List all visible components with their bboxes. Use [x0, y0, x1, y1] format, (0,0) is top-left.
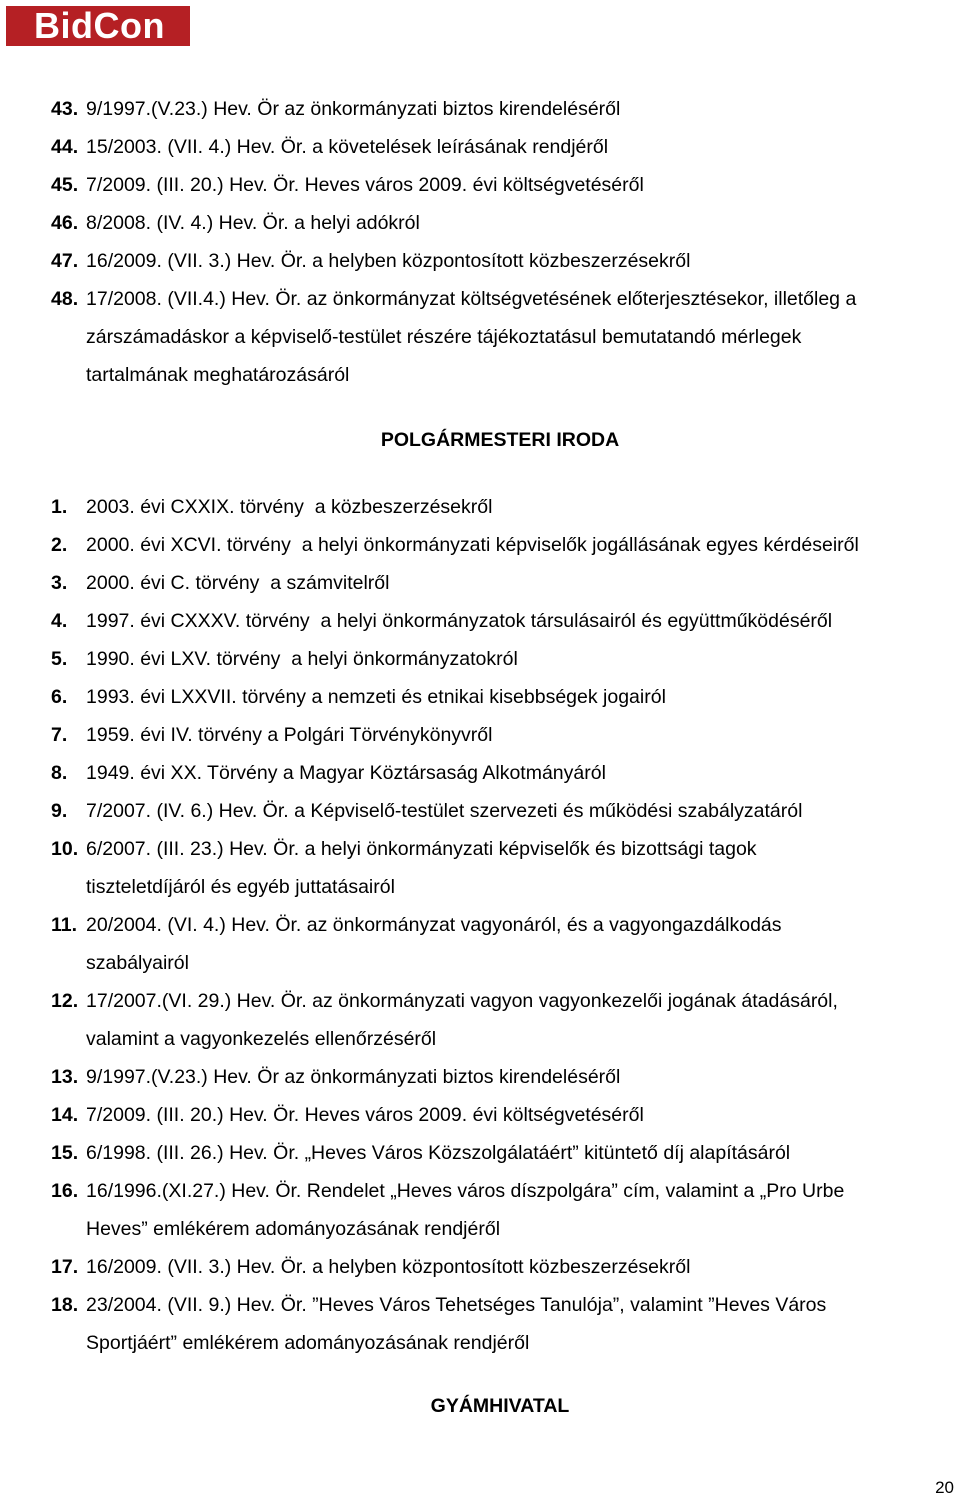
list-item-text: 8/2008. (IV. 4.) Hev. Ör. a helyi adókról: [86, 212, 420, 234]
list-item-text: 9/1997.(V.23.) Hev. Ör az önkormányzati biztos kirendeléséről: [86, 1066, 621, 1088]
list-item-number: 8.: [51, 762, 68, 784]
list-item-number: 5.: [51, 648, 68, 670]
list-item-text: tartalmának meghatározásáról: [86, 364, 350, 386]
list-item-number: 9.: [51, 800, 68, 822]
list-item-text: 23/2004. (VII. 9.) Hev. Ör. ”Heves Város Tehetséges Tanulója”, valamint ”Heves Város: [86, 1294, 827, 1316]
list-item-number: 13.: [51, 1066, 79, 1088]
list-item-text: 1949. évi XX. Törvény a Magyar Köztársaság Alkotmányáról: [86, 762, 606, 784]
list-item-number: 10.: [51, 838, 79, 860]
list-item-text: 1997. évi CXXXV. törvény a helyi önkormányzatok társulásairól és együttműködéséről: [86, 610, 833, 632]
list-item-number: 44.: [51, 136, 79, 158]
list-item-number: 14.: [51, 1104, 79, 1126]
list-item: [51, 716, 956, 754]
list-item-number: 17.: [51, 1256, 79, 1278]
list-item-number: 4.: [51, 610, 68, 632]
list-item-text: 2003. évi CXXIX. törvény a közbeszerzésekről: [86, 496, 493, 518]
list-item-number: 45.: [51, 174, 79, 196]
list-item-number: 6.: [51, 686, 68, 708]
list-item-text: 17/2007.(VI. 29.) Hev. Ör. az önkormányzati vagyon vagyonkezelői jogának átadásáról,: [86, 990, 838, 1012]
list-item: [51, 1172, 956, 1248]
list-item: [51, 792, 956, 830]
list-item: [51, 526, 956, 564]
list-item-text: 1993. évi LXXVII. törvény a nemzeti és etnikai kisebbségek jogairól: [86, 686, 666, 708]
list-item-text: 7/2007. (IV. 6.) Hev. Ör. a Képviselő-testület szervezeti és működési szabályzatáról: [86, 800, 803, 822]
list-item: [51, 128, 956, 166]
list-item-text: Heves” emlékérem adományozásának rendjéről: [86, 1218, 501, 1240]
list-item: [51, 830, 956, 906]
list-item-text: 15/2003. (VII. 4.) Hev. Ör. a követelések leírásának rendjéről: [86, 136, 609, 158]
list-item-text: 17/2008. (VII.4.) Hev. Ör. az önkormányzat költségvetésének előterjesztésekor, illetőleg a: [86, 288, 857, 310]
list-item-number: 12.: [51, 990, 79, 1012]
list-item: [51, 1058, 956, 1096]
list-item: [51, 1134, 956, 1172]
list-item-text: 6/1998. (III. 26.) Hev. Ör. „Heves Város Közszolgálatáért” kitüntető díj alapításáról: [86, 1142, 791, 1164]
list-item: [51, 640, 956, 678]
list-item: [51, 166, 956, 204]
list-item-text: 16/2009. (VII. 3.) Hev. Ör. a helyben központosított közbeszerzésekről: [86, 250, 691, 272]
list-item-text: 7/2009. (III. 20.) Hev. Ör. Heves város 2009. évi költségvetéséről: [86, 1104, 644, 1126]
list-item-text: Sportjáért” emlékérem adományozásának rendjéről: [86, 1332, 530, 1354]
list-item-number: 47.: [51, 250, 79, 272]
list-item: [51, 1286, 956, 1362]
list-item: [51, 678, 956, 716]
list-item-text: szabályairól: [86, 952, 189, 974]
list-item: [51, 602, 956, 640]
list-item-text: tiszteletdíjáról és egyéb juttatásairól: [86, 876, 395, 898]
list-item-text: 7/2009. (III. 20.) Hev. Ör. Heves város 2009. évi költségvetéséről: [86, 174, 644, 196]
list-item-text: 1959. évi IV. törvény a Polgári Törvénykönyvről: [86, 724, 493, 746]
list-item-text: valamint a vagyonkezelés ellenőrzéséről: [86, 1028, 437, 1050]
list-item-number: 2.: [51, 534, 68, 556]
list-item-text: 2000. évi C. törvény a számvitelről: [86, 572, 390, 594]
bidcon-logo: BidCon: [6, 6, 190, 46]
section-heading-polgarmesteri-iroda: POLGÁRMESTERI IRODA: [380, 429, 620, 451]
list-item-number: 18.: [51, 1294, 79, 1316]
list-item: [51, 754, 956, 792]
list-item-number: 15.: [51, 1142, 79, 1164]
list-item: [51, 242, 956, 280]
list-item: [51, 906, 956, 982]
list-item-text: 16/2009. (VII. 3.) Hev. Ör. a helyben központosított közbeszerzésekről: [86, 1256, 691, 1278]
list-item: [51, 564, 956, 602]
list-item: [51, 488, 956, 526]
list-item-number: 11.: [51, 914, 78, 936]
list-item-text: 6/2007. (III. 23.) Hev. Ör. a helyi önkormányzati képviselők és bizottsági tagok: [86, 838, 757, 860]
list-item-text: 20/2004. (VI. 4.) Hev. Ör. az önkormányzat vagyonáról, és a vagyongazdálkodás: [86, 914, 782, 936]
list-item-number: 7.: [51, 724, 68, 746]
list-item-number: 48.: [51, 288, 79, 310]
page-number: 20: [935, 1478, 954, 1497]
section-heading-gyamhivatal: GYÁMHIVATAL: [430, 1395, 570, 1417]
list-item-number: 16.: [51, 1180, 79, 1202]
list-item: [51, 280, 956, 394]
list-item-number: 1.: [51, 496, 68, 518]
list-item-text: 1990. évi LXV. törvény a helyi önkormányzatokról: [86, 648, 518, 670]
list-item: [51, 1096, 956, 1134]
list-item: [51, 982, 956, 1058]
list-item-number: 43.: [51, 98, 79, 120]
list-item: [51, 204, 956, 242]
list-item-number: 3.: [51, 572, 68, 594]
list-item-text: 2000. évi XCVI. törvény a helyi önkormányzati képviselők jogállásának egyes kérdéseiről: [86, 534, 859, 556]
list-item: [51, 90, 956, 128]
list-item-number: 46.: [51, 212, 79, 234]
list-item-text: 16/1996.(XI.27.) Hev. Ör. Rendelet „Heves város díszpolgára” cím, valamint a „Pro Urbe: [86, 1180, 845, 1202]
list-item-text: zárszámadáskor a képviselő-testület részére tájékoztatásul bemutatandó mérlegek: [86, 326, 802, 348]
list-item: [51, 1248, 956, 1286]
list-item-text: 9/1997.(V.23.) Hev. Ör az önkormányzati biztos kirendeléséről: [86, 98, 621, 120]
